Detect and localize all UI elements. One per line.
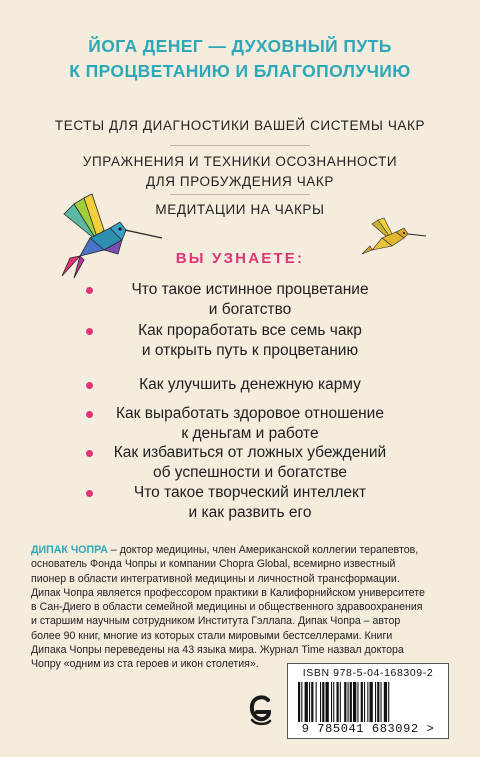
barcode-bar xyxy=(370,682,373,722)
barcode-bar xyxy=(311,682,313,722)
author-name: ДИПАК ЧОПРА xyxy=(31,544,108,556)
barcode-bar xyxy=(353,682,356,722)
isbn-text: ISBN 978-5-04-168309-2 xyxy=(302,667,434,679)
list-item: Что такое творческий интеллект и как развить его xyxy=(90,483,410,523)
barcode-bar xyxy=(340,682,341,722)
topic-exercises-line-2: ДЛЯ ПРОБУЖДЕНИЯ ЧАКР xyxy=(146,174,334,189)
list-item: Что такое истинное процветание и богатство xyxy=(90,280,410,320)
learn-heading: ВЫ УЗНАЕТЕ: xyxy=(175,250,305,267)
barcode-bar xyxy=(375,682,376,722)
barcode-digits: 9 785041 683092 > xyxy=(301,722,435,736)
topic-exercises-line-1: УПРАЖНЕНИЯ И ТЕХНИКИ ОСОЗНАННОСТИ xyxy=(82,154,398,169)
bullet-icon xyxy=(86,328,93,335)
bullet-icon xyxy=(86,287,93,294)
barcode-bar xyxy=(381,682,382,722)
topic-exercises xyxy=(0,152,480,192)
barcode-bar xyxy=(322,682,324,722)
divider xyxy=(170,194,310,195)
barcode-bar xyxy=(367,682,368,722)
barcode-bar xyxy=(316,682,317,722)
barcode xyxy=(287,663,449,739)
bullet-icon xyxy=(86,382,93,389)
barcode-bar xyxy=(364,682,365,722)
barcode-bar xyxy=(298,682,300,722)
barcode-bar xyxy=(344,682,346,722)
cover-title xyxy=(0,34,480,84)
barcode-bar xyxy=(377,682,379,722)
barcode-bars xyxy=(298,682,438,722)
list-item: Как выработать здоровое отношение к деньгам и работе xyxy=(90,404,410,444)
barcode-bar xyxy=(333,682,334,722)
barcode-bar xyxy=(357,682,358,722)
barcode-bar xyxy=(361,682,363,722)
barcode-bar xyxy=(305,682,308,722)
barcode-bar xyxy=(331,682,332,722)
bullet-icon xyxy=(86,490,93,497)
barcode-bar xyxy=(337,682,339,722)
bullet-icon xyxy=(86,450,93,457)
barcode-bar xyxy=(384,682,387,722)
topic-tests: ТЕСТЫ ДЛЯ ДИАГНОСТИКИ ВАШЕЙ СИСТЕМЫ ЧАКР xyxy=(54,118,426,133)
list-item: Как избавиться от ложных убеждений об успешности и богатстве xyxy=(90,443,410,483)
topic-meditations: МЕДИТАЦИИ НА ЧАКРЫ xyxy=(155,202,325,217)
list-item: Как улучшить денежную карму xyxy=(90,375,410,395)
barcode-bar xyxy=(301,682,302,722)
divider xyxy=(170,145,310,146)
list-item: Как проработать все семь чакр и открыть путь к процветанию xyxy=(90,321,410,361)
barcode-bar xyxy=(348,682,349,722)
barcode-bar xyxy=(350,682,352,722)
bullet-icon xyxy=(86,411,93,418)
title-line-2: К ПРОЦВЕТАНИЮ И БЛАГОПОЛУЧИЮ xyxy=(69,61,411,81)
barcode-bar xyxy=(326,682,329,722)
barcode-bar xyxy=(309,682,310,722)
author-bio: ДИПАК ЧОПРА – доктор медицины, член Американской коллегии терапевтов, основатель Фонда Чопры и компании Chopra Global, всемирно известный пионер в области интегративной медицины и личностной трансформации. Дипак Чопра является профессором практики в Калифорнийском университете в Сан-Диего в области семейной медицины и общественного здравоохранения и старшим научным сотрудником Института Гэллапа. Дипак Чопра – автор более 90 книг, многие из которых стали мировыми бестселлерами. Книги Дипака Чопры переведены на 43 языка мира. Журнал Time назвал доктора Чопру «одним из ста героев и икон столетия». xyxy=(31,544,425,671)
title-line-1: ЙОГА ДЕНЕГ — ДУХОВНЫЙ ПУТЬ xyxy=(88,36,392,56)
barcode-bar xyxy=(388,682,389,722)
eksmo-logo-icon xyxy=(248,694,274,726)
barcode-bar xyxy=(320,682,321,722)
